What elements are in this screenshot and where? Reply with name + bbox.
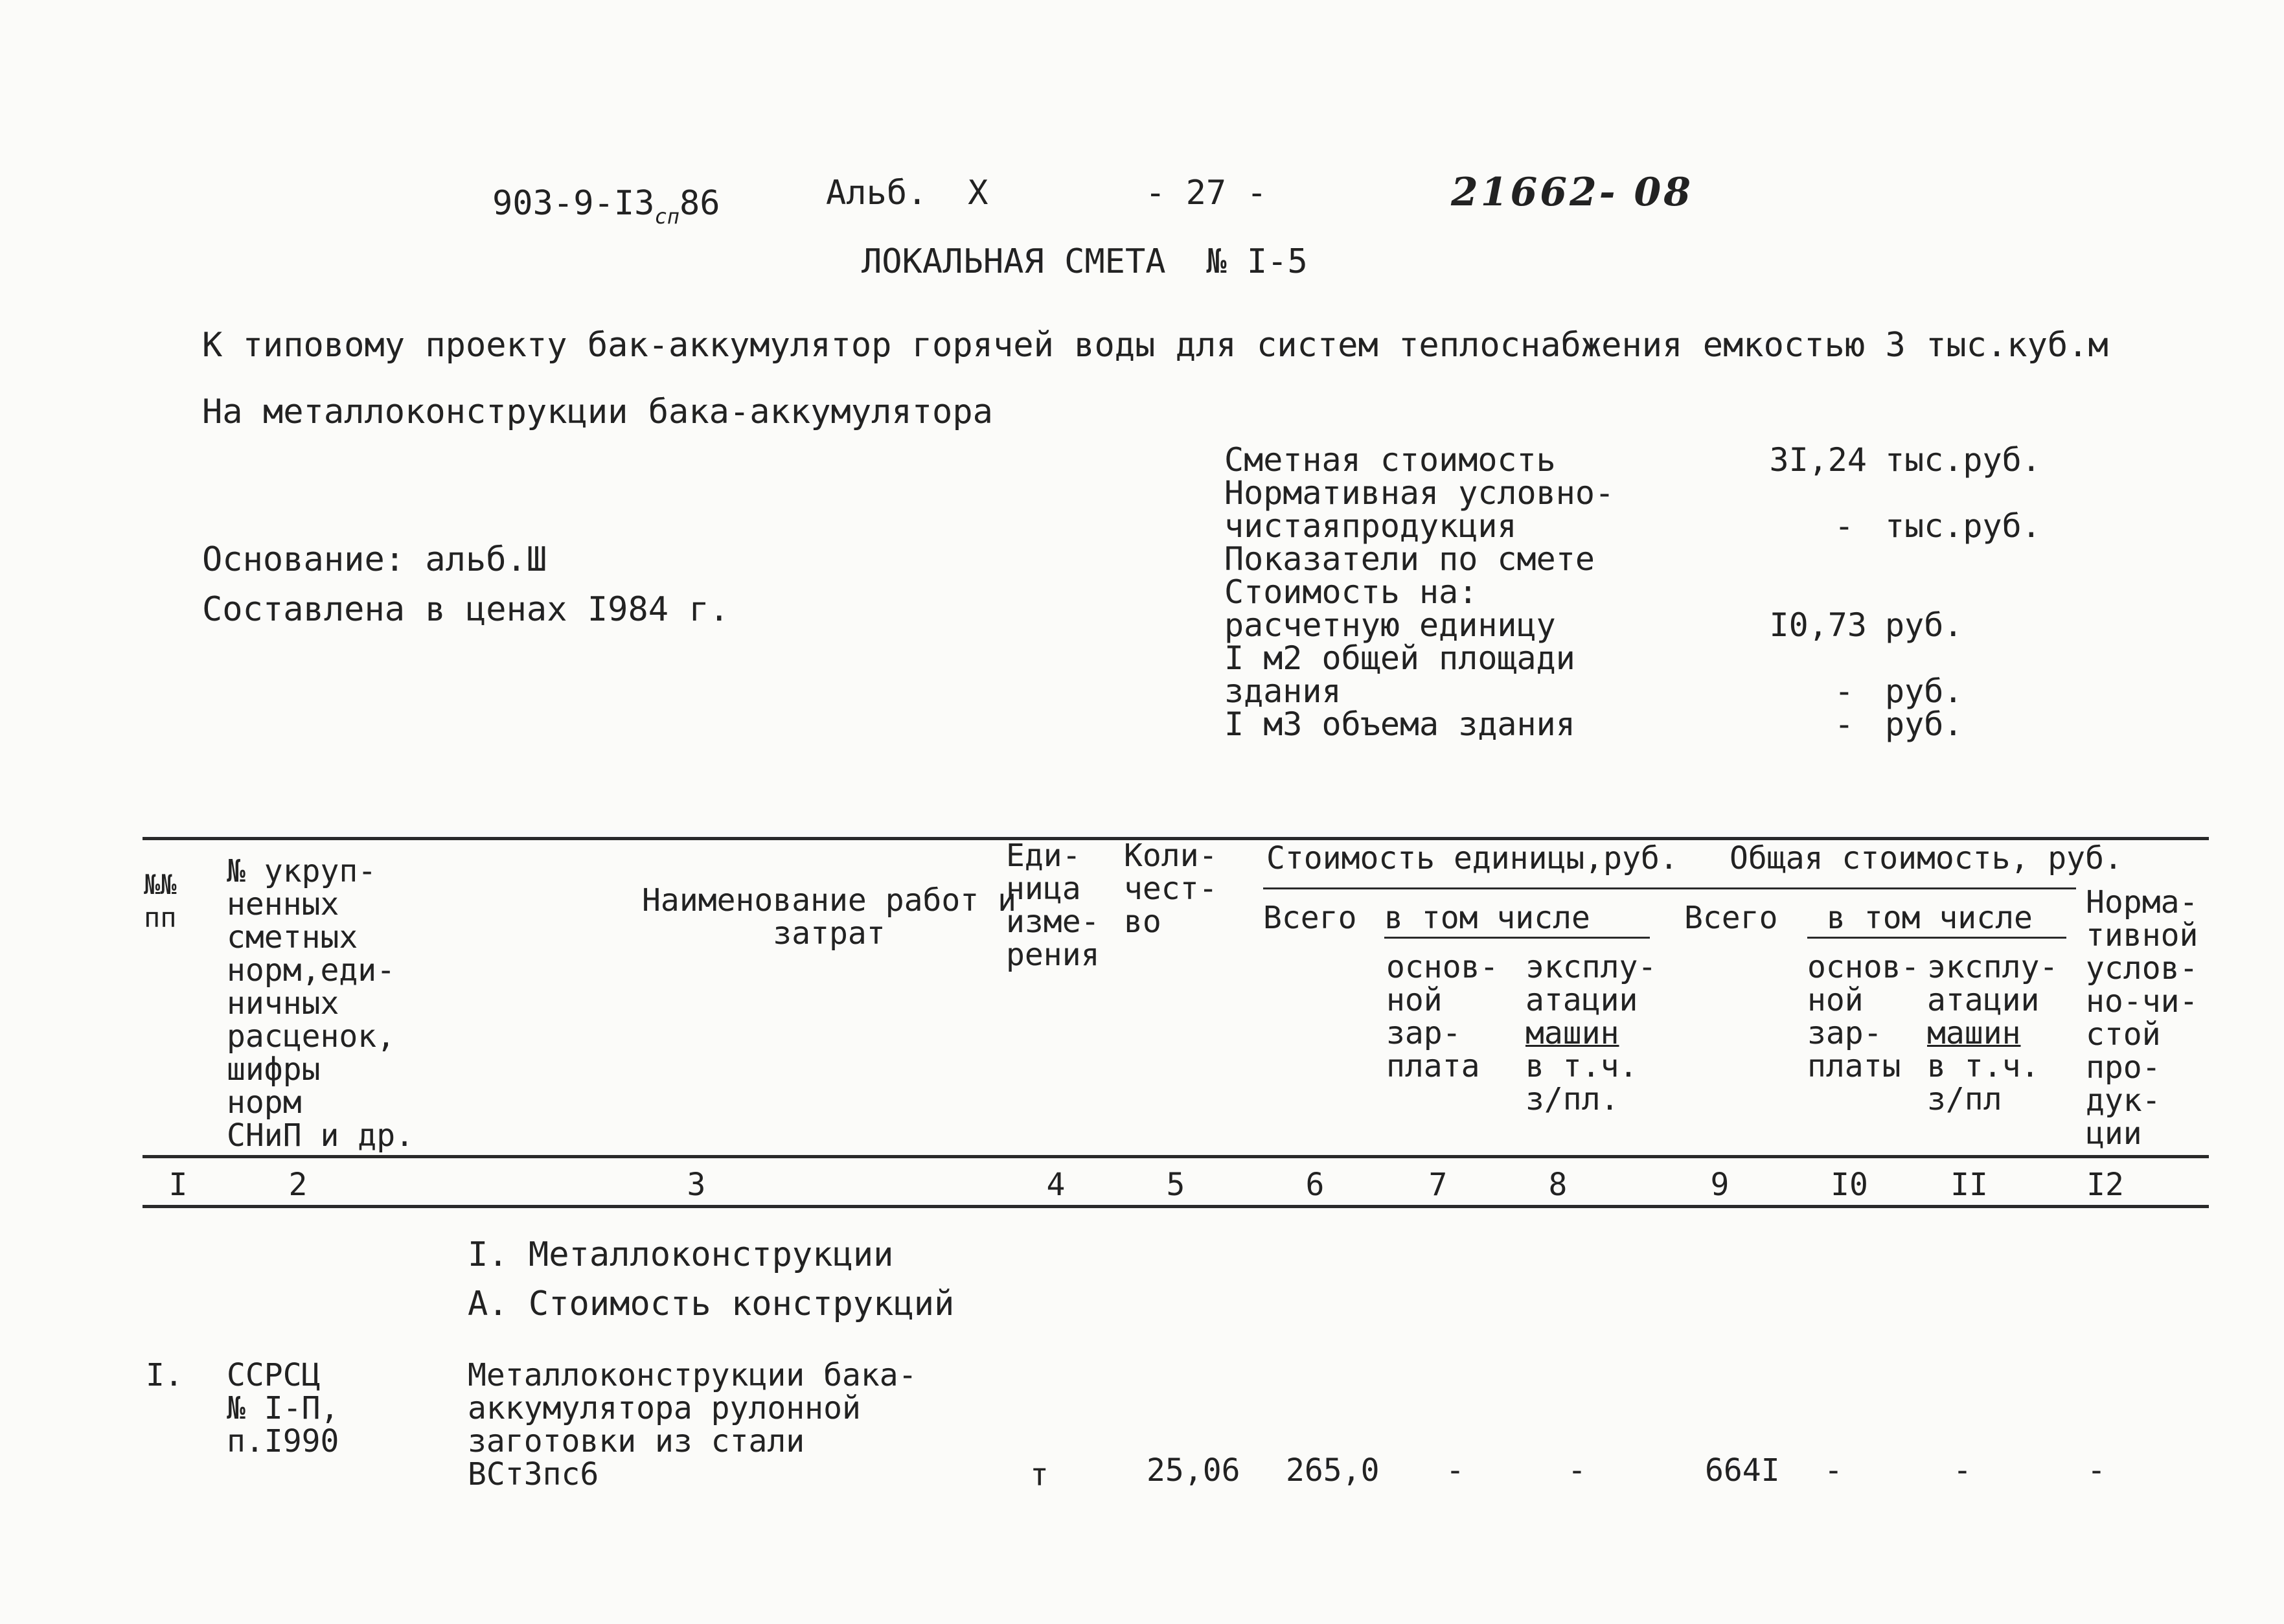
summary-row xyxy=(1224,540,1614,578)
row-quantity: 25,06 xyxy=(1147,1452,1240,1489)
summary-unit: руб. xyxy=(1885,705,1963,743)
row-unit-machines: - xyxy=(1568,1452,1586,1489)
summary-value: 3I,24 xyxy=(1769,441,1867,479)
page-title: ЛОКАЛЬНАЯ СМЕТА № I-5 xyxy=(862,242,1308,281)
summary-row xyxy=(1224,573,1614,611)
total-subheader-rule xyxy=(1807,937,2066,939)
project-code-year: 86 xyxy=(679,184,720,223)
summary-row xyxy=(1224,606,1963,644)
header-total-vsego: Всего xyxy=(1684,900,1778,936)
row-net-production: - xyxy=(2087,1452,2106,1489)
colnum-2: 2 xyxy=(288,1167,308,1203)
summary-row xyxy=(1224,441,2041,479)
colnum-5: 5 xyxy=(1166,1167,1185,1203)
table-colnum-rule xyxy=(143,1205,2209,1208)
colnum-9: 9 xyxy=(1710,1167,1730,1203)
summary-row xyxy=(1224,474,1615,512)
table-header-rule xyxy=(143,1155,2209,1158)
section-title: I. Металлоконструкции xyxy=(468,1235,894,1274)
summary-value: - xyxy=(1834,705,1854,743)
summary-row xyxy=(1224,639,1614,677)
summary-row xyxy=(1224,672,1963,710)
summary-label: здания xyxy=(1224,672,1342,710)
unit-subheader-rule xyxy=(1384,937,1650,939)
document-number: 21662- 08 xyxy=(1451,170,1694,215)
header-col10: основ- ной зар- платы xyxy=(1807,949,1920,1084)
colnum-8: 8 xyxy=(1548,1167,1568,1203)
summary-value: I0,73 xyxy=(1769,606,1867,644)
subsection-title: А. Стоимость конструкций xyxy=(468,1285,955,1323)
colnum-10: I0 xyxy=(1831,1167,1868,1203)
header-unit-v-tom-chisle: в том числе xyxy=(1384,900,1590,936)
header-col7: основ- ной зар- плата xyxy=(1386,949,1499,1084)
header-col1: №№ пп xyxy=(144,869,177,933)
row-name: Металлоконструкции бака- аккумулятора рулонной заготовки из стали ВСт3пс6 xyxy=(468,1357,917,1492)
row-code: ССРСЦ № I-П, п.I990 xyxy=(227,1357,339,1459)
summary-label: Нормативная условно- xyxy=(1224,474,1615,512)
page-number: - 27 - xyxy=(1145,174,1267,212)
summary-label: чистаяпродукция xyxy=(1224,507,1517,545)
colnum-3: 3 xyxy=(687,1167,706,1203)
summary-value: - xyxy=(1834,507,1854,545)
summary-unit: тыс.руб. xyxy=(1885,507,2041,545)
project-code-main: 903-9-I3 xyxy=(492,184,655,223)
row-unit-wage: - xyxy=(1446,1452,1465,1489)
header-col2: № укруп- ненных сметных норм,еди- ничных расценок, шифры норм СНиП и др. xyxy=(227,853,414,1154)
row-unit: т xyxy=(1030,1457,1049,1493)
project-subtitle: К типовому проекту бак-аккумулятор горячей воды для систем теплоснабжения емкостью 3 тыс.куб.м xyxy=(202,326,2108,365)
header-col12: Норма- тивной услов- но-чи- стой про- дук- ции xyxy=(2086,884,2198,1152)
summary-row xyxy=(1224,507,2041,545)
summary-unit: тыс.руб. xyxy=(1885,441,2041,479)
row-number: I. xyxy=(146,1357,183,1393)
summary-row xyxy=(1224,705,1963,743)
header-col11: эксплу- атации машин в т.ч. з/пл xyxy=(1927,949,2059,1117)
project-code-sub: сп xyxy=(654,204,679,229)
summary-label: расчетную единицу xyxy=(1224,606,1556,644)
header-total-v-tom-chisle: в том числе xyxy=(1827,900,2033,936)
row-total-machines: - xyxy=(1953,1452,1972,1489)
row-total: 664I xyxy=(1705,1452,1780,1489)
summary-value: - xyxy=(1834,672,1854,710)
prices-text: Составлена в ценах I984 г. xyxy=(202,590,729,629)
header-unit-vsego: Всего xyxy=(1263,900,1357,936)
colnum-7: 7 xyxy=(1428,1167,1448,1203)
header-total-cost: Общая стоимость, руб. xyxy=(1730,840,2123,876)
header-col4: Еди- ница изме- рения xyxy=(1006,838,1100,973)
album-label: Альб. X xyxy=(826,174,988,212)
colnum-11: II xyxy=(1950,1167,1988,1203)
cost-header-rule xyxy=(1263,887,2076,889)
basis-text: Основание: альб.Ш xyxy=(202,540,547,579)
colnum-12: I2 xyxy=(2086,1167,2124,1203)
row-unit-total: 265,0 xyxy=(1286,1452,1380,1489)
row-total-wage: - xyxy=(1824,1452,1843,1489)
header-col8: эксплу- атации машин в т.ч. з/пл. xyxy=(1525,949,1657,1117)
summary-label: Сметная стоимость xyxy=(1224,441,1556,479)
header-unit-cost: Стоимость единицы,руб. xyxy=(1266,840,1678,876)
summary-unit: руб. xyxy=(1885,606,1963,644)
summary-block xyxy=(1224,441,2041,743)
header-col3: Наименование работ и затрат xyxy=(642,882,1016,952)
summary-label: I м3 объема здания xyxy=(1224,705,1575,743)
colnum-6: 6 xyxy=(1305,1167,1325,1203)
object-description: На металлоконструкции бака-аккумулятора xyxy=(202,393,993,431)
summary-unit: руб. xyxy=(1885,672,1963,710)
summary-label: Показатели по смете xyxy=(1224,540,1595,578)
colnum-4: 4 xyxy=(1046,1167,1066,1203)
header-col5: Коли- чест- во xyxy=(1124,838,1218,940)
summary-label: Стоимость на: xyxy=(1224,573,1478,611)
colnum-1: I xyxy=(168,1167,188,1203)
summary-label: I м2 общей площади xyxy=(1224,639,1575,677)
project-code xyxy=(492,184,720,229)
